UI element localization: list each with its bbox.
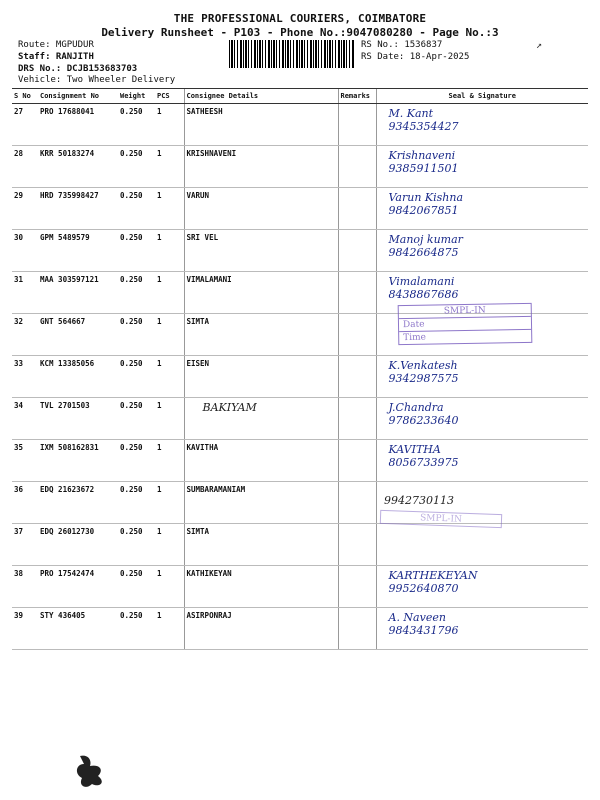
row-weight: 0.250 xyxy=(118,314,155,356)
row-sno: 33 xyxy=(12,356,38,398)
row-sno: 28 xyxy=(12,146,38,188)
row-remarks xyxy=(338,104,376,146)
row-weight: 0.250 xyxy=(118,230,155,272)
signature-phone: 9385911501 xyxy=(388,162,459,175)
route-label: Route: MGPUDUR xyxy=(18,40,94,50)
table-header-row xyxy=(12,89,588,104)
row-consignment-no: MAA 303597121 xyxy=(38,272,118,314)
row-consignment-no: GNT 564667 xyxy=(38,314,118,356)
row-sno: 27 xyxy=(12,104,38,146)
row-consignee: SUMBARAMANIAM xyxy=(184,482,338,524)
row-signature xyxy=(376,188,588,230)
row-consignee: SATHEESH xyxy=(184,104,338,146)
row-consignee: KAVITHA xyxy=(184,440,338,482)
row-remarks xyxy=(338,188,376,230)
row-remarks xyxy=(338,608,376,650)
row-remarks xyxy=(338,146,376,188)
handwritten-consignee: BAKIYAM xyxy=(202,401,257,414)
row-pcs: 1 xyxy=(155,482,184,524)
row-weight: 0.250 xyxy=(118,146,155,188)
row-weight: 0.250 xyxy=(118,272,155,314)
signature-name: Krishnaveni xyxy=(388,149,456,162)
signature-phone: 9843431796 xyxy=(388,624,459,637)
signature-name: KARTHEKEYAN xyxy=(388,569,478,582)
row-weight: 0.250 xyxy=(118,356,155,398)
row-remarks xyxy=(338,314,376,356)
row-pcs: 1 xyxy=(155,398,184,440)
row-weight: 0.250 xyxy=(118,566,155,608)
barcode xyxy=(229,40,355,68)
row-signature xyxy=(376,104,588,146)
signature-name: Varun Kishna xyxy=(388,191,464,204)
row-sno: 31 xyxy=(12,272,38,314)
staff-label: Staff: RANJITH xyxy=(18,52,94,62)
row-consignment-no: PRO 17688041 xyxy=(38,104,118,146)
row-sno: 38 xyxy=(12,566,38,608)
row-consignee: ASIRPONRAJ xyxy=(184,608,338,650)
row-consignment-no: KCM 13385056 xyxy=(38,356,118,398)
row-remarks xyxy=(338,566,376,608)
row-weight: 0.250 xyxy=(118,608,155,650)
table-row xyxy=(12,104,588,146)
row-signature xyxy=(376,566,588,608)
col-sno: S No xyxy=(12,89,38,104)
vehicle-label: Vehicle: Two Wheeler Delivery xyxy=(18,75,176,85)
row-signature xyxy=(376,608,588,650)
row-consignment-no: EDQ 21623672 xyxy=(38,482,118,524)
row-consignment-no: TVL 2701503 xyxy=(38,398,118,440)
row-pcs: 1 xyxy=(155,356,184,398)
row-sno: 29 xyxy=(12,188,38,230)
row-weight: 0.250 xyxy=(118,524,155,566)
row-signature xyxy=(376,230,588,272)
col-weight: Weight xyxy=(118,89,155,104)
row-sno: 34 xyxy=(12,398,38,440)
runsheet-table xyxy=(12,88,588,650)
table-row xyxy=(12,524,588,566)
col-consignee: Consignee Details xyxy=(184,89,338,104)
table-row xyxy=(12,440,588,482)
row-consignee: KRISHNAVENI xyxy=(184,146,338,188)
row-consignee: SIMTA xyxy=(184,314,338,356)
table-row xyxy=(12,356,588,398)
row-pcs: 1 xyxy=(155,188,184,230)
delivery-stamp: SMPL-IN Date Time xyxy=(398,303,533,345)
signature-name: A. Naveen xyxy=(388,611,446,624)
row-signature xyxy=(376,398,588,440)
row-remarks xyxy=(338,398,376,440)
row-consignee: SIMTA xyxy=(184,524,338,566)
table-row xyxy=(12,230,588,272)
signature-phone: 9786233640 xyxy=(388,414,459,427)
row-consignment-no: IXM 508162831 xyxy=(38,440,118,482)
signature-name: J.Chandra xyxy=(388,401,444,414)
row-sno: 30 xyxy=(12,230,38,272)
signature-phone: 9842664875 xyxy=(388,246,459,259)
row-sno: 39 xyxy=(12,608,38,650)
row-remarks xyxy=(338,482,376,524)
delivery-stamp-2: SMPL-IN xyxy=(380,510,502,528)
row36-signature: 9942730113 xyxy=(384,494,454,507)
row-weight: 0.250 xyxy=(118,188,155,230)
signature-name: M. Kant xyxy=(388,107,434,120)
signature-name: Manoj kumar xyxy=(388,233,463,246)
row-remarks xyxy=(338,440,376,482)
row-sno: 36 xyxy=(12,482,38,524)
row-consignee: EISEN xyxy=(184,356,338,398)
row-consignment-no: PRO 17542474 xyxy=(38,566,118,608)
row-pcs: 1 xyxy=(155,566,184,608)
col-pcs: PCS xyxy=(155,89,184,104)
table-row xyxy=(12,566,588,608)
pen-mark: ↗ xyxy=(536,40,543,51)
row-consignee xyxy=(184,398,338,440)
row-weight: 0.250 xyxy=(118,482,155,524)
row-signature xyxy=(376,440,588,482)
row-consignment-no: GPM 5489579 xyxy=(38,230,118,272)
row-pcs: 1 xyxy=(155,272,184,314)
row-consignment-no: KRR 50183274 xyxy=(38,146,118,188)
signature-phone: 9345354427 xyxy=(388,120,459,133)
table-row xyxy=(12,188,588,230)
signature-name: Vimalamani xyxy=(388,275,455,288)
row-consignee: SRI VEL xyxy=(184,230,338,272)
col-signature: Seal & Signature xyxy=(376,89,588,104)
signature-name: K.Venkatesh xyxy=(388,359,458,372)
row-remarks xyxy=(338,356,376,398)
signature-phone: 9842067851 xyxy=(388,204,459,217)
row-sno: 32 xyxy=(12,314,38,356)
runsheet-subtitle: Delivery Runsheet - P103 - Phone No.:9047080280 - Page No.:3 xyxy=(101,26,499,39)
row-signature xyxy=(376,146,588,188)
row-consignee: VIMALAMANI xyxy=(184,272,338,314)
row-pcs: 1 xyxy=(155,524,184,566)
company-title: THE PROFESSIONAL COURIERS, COIMBATORE xyxy=(173,12,427,25)
signature-phone: 8056733975 xyxy=(388,456,459,469)
col-consignment: Consignment No xyxy=(38,89,118,104)
row-pcs: 1 xyxy=(155,104,184,146)
ink-smudge xyxy=(70,748,118,792)
signature-name: KAVITHA xyxy=(388,443,441,456)
row-consignee: VARUN xyxy=(184,188,338,230)
row-remarks xyxy=(338,272,376,314)
row-sno: 35 xyxy=(12,440,38,482)
row-weight: 0.250 xyxy=(118,398,155,440)
row-consignment-no: STY 436405 xyxy=(38,608,118,650)
row-pcs: 1 xyxy=(155,608,184,650)
rs-number: RS No.: 1536837 xyxy=(361,40,443,50)
row-sno: 37 xyxy=(12,524,38,566)
drs-label: DRS No.: DCJB153683703 xyxy=(18,64,138,74)
row-consignment-no: EDQ 26012730 xyxy=(38,524,118,566)
col-remarks: Remarks xyxy=(338,89,376,104)
row-consignment-no: HRD 735998427 xyxy=(38,188,118,230)
row-pcs: 1 xyxy=(155,146,184,188)
signature-phone: 9342987575 xyxy=(388,372,459,385)
row-pcs: 1 xyxy=(155,230,184,272)
row-remarks xyxy=(338,230,376,272)
table-row xyxy=(12,608,588,650)
row-weight: 0.250 xyxy=(118,104,155,146)
row-remarks xyxy=(338,524,376,566)
rs-date: RS Date: 18-Apr-2025 xyxy=(361,52,470,62)
row-weight: 0.250 xyxy=(118,440,155,482)
table-row xyxy=(12,398,588,440)
row-signature xyxy=(376,356,588,398)
row-pcs: 1 xyxy=(155,314,184,356)
row-consignee: KATHIKEYAN xyxy=(184,566,338,608)
row-pcs: 1 xyxy=(155,440,184,482)
signature-phone: 9952640870 xyxy=(388,582,459,595)
table-row xyxy=(12,146,588,188)
signature-phone: 8438867686 xyxy=(388,288,459,301)
row-signature xyxy=(376,524,588,566)
